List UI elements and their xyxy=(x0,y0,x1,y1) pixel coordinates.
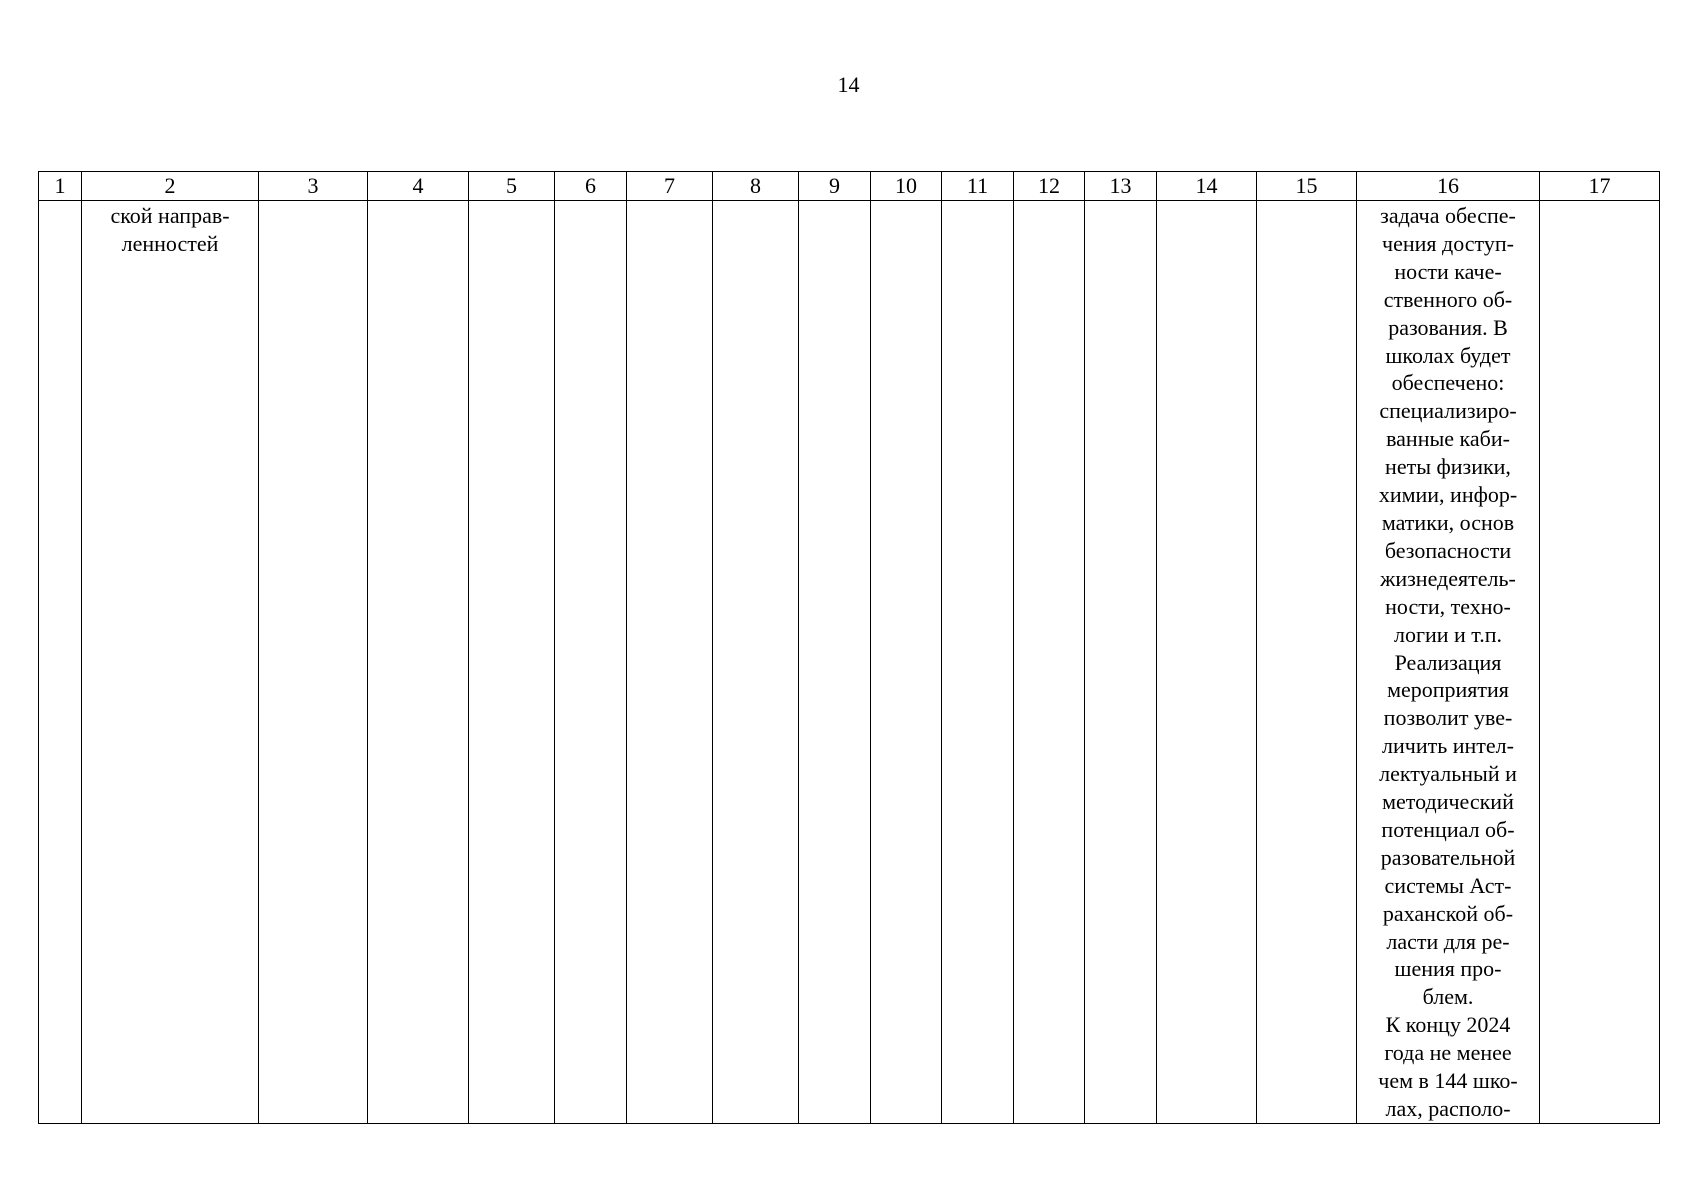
header-row xyxy=(39,172,1660,201)
header-cell-16: 16 xyxy=(1357,172,1540,201)
cell-col-15 xyxy=(1257,201,1357,1124)
data-table xyxy=(38,171,1660,1124)
header-cell-15: 15 xyxy=(1257,172,1357,201)
cell-col-9 xyxy=(799,201,871,1124)
header-cell-17: 17 xyxy=(1540,172,1660,201)
cell-col-4 xyxy=(368,201,469,1124)
header-cell-12: 12 xyxy=(1014,172,1085,201)
header-cell-11: 11 xyxy=(942,172,1014,201)
header-cell-1: 1 xyxy=(39,172,82,201)
cell-col-2-text: ской направ- ленностей xyxy=(110,203,230,256)
cell-col-16-text: задача обеспе- чения доступ- ности каче- ственного об- разования. В школах будет обеспечено: специализиро- ванные каби- неты физики, химии, инфор- матики, основ безопасности жизнедеятель- ности, техно- логии и т.п. Реализация мероприятия позволит уве- личить интел- лектуальный и методический потенциал об- разовательной системы Аст- раханской об- ласти для ре- шения про- блем. К концу 2024 года не менее чем в 144 шко- лах, располо- xyxy=(1378,203,1518,1121)
header-cell-14: 14 xyxy=(1157,172,1257,201)
header-cell-7: 7 xyxy=(627,172,713,201)
header-cell-5: 5 xyxy=(469,172,555,201)
cell-col-2 xyxy=(82,201,259,1124)
cell-col-3 xyxy=(259,201,368,1124)
page-number: 14 xyxy=(837,72,860,97)
header-cell-9: 9 xyxy=(799,172,871,201)
cell-col-10 xyxy=(871,201,942,1124)
header-cell-6: 6 xyxy=(555,172,627,201)
cell-col-14 xyxy=(1157,201,1257,1124)
header-cell-10: 10 xyxy=(871,172,942,201)
header-cell-13: 13 xyxy=(1085,172,1157,201)
cell-col-16 xyxy=(1357,201,1540,1124)
header-cell-8: 8 xyxy=(713,172,799,201)
header-cell-4: 4 xyxy=(368,172,469,201)
cell-col-5 xyxy=(469,201,555,1124)
cell-col-11 xyxy=(942,201,1014,1124)
cell-col-8 xyxy=(713,201,799,1124)
cell-col-17 xyxy=(1540,201,1660,1124)
cell-col-12 xyxy=(1014,201,1085,1124)
cell-col-13 xyxy=(1085,201,1157,1124)
cell-col-1 xyxy=(39,201,82,1124)
cell-col-7 xyxy=(627,201,713,1124)
cell-col-6 xyxy=(555,201,627,1124)
header-cell-2: 2 xyxy=(82,172,259,201)
header-cell-3: 3 xyxy=(259,172,368,201)
table-row xyxy=(39,201,1660,1124)
